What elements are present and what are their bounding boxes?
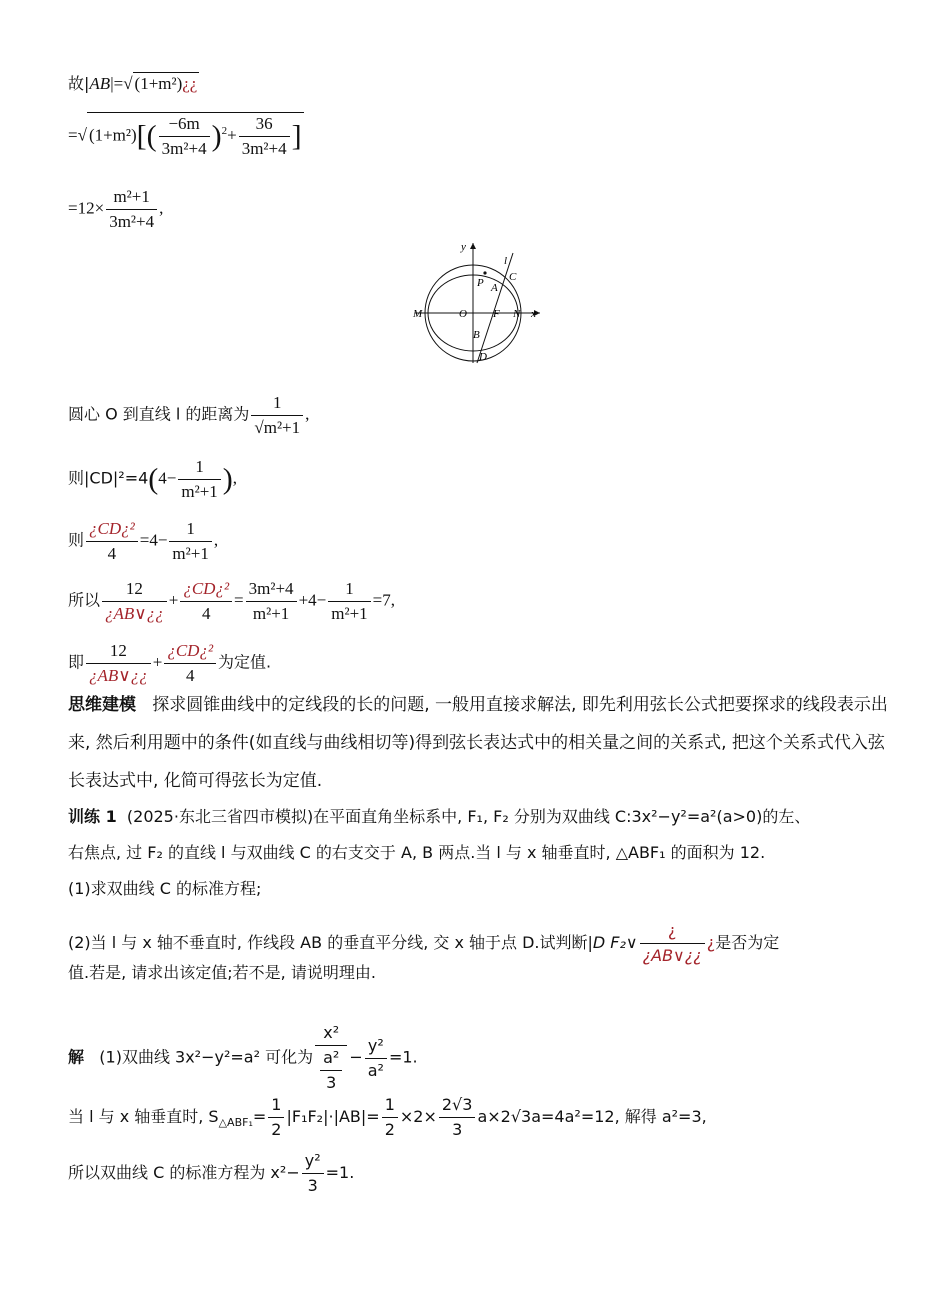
fraction — [102, 578, 167, 625]
point-p — [483, 271, 486, 274]
text: 3m²+4 — [248, 579, 294, 598]
text: m²+1 — [113, 187, 150, 206]
text: 12 — [109, 641, 127, 660]
text: −6m — [168, 114, 200, 133]
text: m²+1 — [169, 541, 211, 565]
text: △ABF₁ — [218, 1116, 253, 1130]
text: , — [159, 198, 164, 218]
text: (1)双曲线 3x²−y²=a² 可化为 — [99, 1047, 314, 1067]
text: 3m²+4 — [159, 136, 210, 160]
text: |D F₂∨ — [587, 933, 638, 952]
text: m²+1 — [246, 601, 297, 625]
paren: ) — [211, 119, 222, 153]
text: 所以 — [68, 590, 101, 610]
text: y² — [367, 1035, 384, 1055]
text: 2 — [382, 1117, 398, 1141]
label-y: y — [461, 241, 466, 253]
fraction — [268, 1094, 284, 1141]
label-b: B — [473, 329, 480, 341]
text: a² — [323, 1048, 340, 1067]
sqrt: √ (1+m²)¿¿ — [123, 74, 198, 93]
text: y² — [304, 1151, 321, 1170]
text: 1 — [345, 579, 354, 598]
fraction — [246, 578, 297, 625]
text: a×2√3a=4a²=12, 解得 a²=3, — [477, 1107, 707, 1126]
bracket: [ — [136, 119, 147, 153]
label-f: F — [493, 308, 500, 320]
text: 则|CD|²=4 — [68, 468, 149, 488]
text: ¿AB∨¿¿ — [640, 943, 705, 967]
fraction — [239, 113, 290, 160]
label-n: N — [513, 308, 521, 320]
paren: ( — [146, 119, 157, 153]
text: 值.若是, 请求出该定值;若不是, 请说明理由. — [68, 963, 376, 982]
text: (1)求双曲线 C 的标准方程; — [68, 879, 262, 898]
text: +4− — [298, 590, 327, 610]
text: 4− — [158, 468, 177, 488]
label-d: D — [479, 351, 487, 363]
exercise-q2-cont — [68, 962, 376, 984]
fraction — [180, 578, 232, 625]
text: x² — [323, 1023, 340, 1042]
text: m²+1 — [328, 601, 370, 625]
text: − — [349, 1047, 363, 1067]
fraction — [164, 640, 216, 687]
text: ¿¿ — [182, 74, 198, 93]
text: , — [213, 530, 219, 550]
label-m: M — [413, 308, 423, 320]
derivation-line-1 — [68, 72, 199, 95]
derivation-line-3 — [68, 186, 163, 233]
text: =4− — [139, 530, 168, 550]
text: 为定值. — [218, 652, 272, 672]
text: =12× — [68, 198, 105, 218]
text: , — [232, 468, 238, 488]
text: ¿AB∨¿¿ — [86, 663, 151, 687]
text: = — [68, 125, 78, 145]
y-axis-arrow — [470, 243, 476, 249]
fraction — [302, 1150, 324, 1197]
text: 当 l 与 x 轴垂直时, S — [68, 1107, 219, 1126]
text: 3m²+4 — [239, 136, 290, 160]
text: ¿ — [706, 933, 716, 952]
fraction — [159, 113, 210, 160]
text: ¿CD¿² — [167, 641, 214, 660]
text: 36 — [255, 114, 273, 133]
step-3 — [68, 518, 218, 565]
label-p: P — [477, 277, 484, 289]
step-1 — [68, 392, 309, 439]
solution-step-1 — [68, 1022, 418, 1094]
fraction — [86, 640, 151, 687]
exercise-line-2 — [68, 842, 765, 864]
text: 所以双曲线 C 的标准方程为 x²− — [68, 1163, 300, 1182]
step-5 — [68, 640, 271, 687]
fraction — [169, 518, 211, 565]
fraction — [365, 1035, 387, 1082]
solution-step-2 — [68, 1094, 707, 1141]
fraction — [382, 1094, 398, 1141]
text: ¿CD¿² — [89, 519, 135, 538]
step-2 — [68, 456, 237, 503]
text: 1 — [271, 1095, 282, 1114]
thinking-model — [68, 686, 888, 800]
text: , — [305, 404, 310, 424]
text: ¿ — [667, 921, 677, 940]
exercise-line-1 — [68, 806, 810, 828]
text: = — [252, 1107, 267, 1126]
text: =1. — [325, 1163, 355, 1182]
label-x: x — [531, 308, 536, 320]
exercise-q2 — [68, 920, 779, 967]
fraction — [328, 578, 370, 625]
text: (2)当 l 与 x 轴不垂直时, 作线段 AB 的垂直平分线, 交 x 轴于点 D.试判断 — [68, 933, 588, 952]
solution-step-3 — [68, 1150, 354, 1197]
text: (1+m²) — [88, 125, 137, 145]
text: 3m²+4 — [106, 209, 157, 233]
exercise-label: 训练 1 — [68, 807, 117, 826]
text: (1+m²) — [134, 74, 183, 93]
text: 4 — [86, 541, 138, 565]
text: =7, — [372, 590, 396, 610]
label-l: l — [504, 255, 508, 267]
step-4 — [68, 578, 395, 625]
text: + — [152, 652, 163, 672]
bracket: ] — [291, 119, 302, 153]
text: m²+1 — [178, 479, 220, 503]
derivation-line-2 — [68, 112, 304, 160]
text: 1 — [384, 1095, 395, 1114]
text: 即 — [68, 652, 85, 672]
fraction — [640, 920, 705, 967]
fraction — [315, 1022, 347, 1094]
paren: ) — [222, 462, 233, 496]
fraction — [320, 1047, 342, 1094]
fraction — [86, 518, 138, 565]
text: 1 — [186, 519, 195, 538]
label-c: C — [509, 271, 517, 283]
text: 4 — [164, 663, 216, 687]
fraction — [106, 186, 157, 233]
text: =1. — [388, 1047, 418, 1067]
sqrt: √ (1+m²)[( $\frac{-6m}{\text{3m²+4}}$ )$^2$+ $\frac{36}{\text{3m²+4}}$ ] — [77, 114, 302, 158]
text: ×2× — [399, 1107, 437, 1126]
exercise-q1 — [68, 878, 261, 900]
text: 圆心 O 到直线 l 的距离为 — [68, 404, 250, 424]
text: m²+1 — [263, 418, 301, 437]
text: = — [234, 590, 244, 610]
text: a² — [365, 1058, 387, 1082]
label-o: O — [459, 308, 467, 320]
fraction — [178, 456, 220, 503]
text: ¿CD¿² — [183, 579, 230, 598]
text: 3 — [302, 1173, 324, 1197]
text: 则 — [68, 530, 85, 550]
text: 3 — [320, 1070, 342, 1094]
text: 1 — [195, 457, 204, 476]
fraction: $\frac{1}{\text{√m²+1}}$ — [251, 392, 303, 439]
text: 右焦点, 过 F₂ 的直线 l 与双曲线 C 的右支交于 A, B 两点.当 l 与 x 轴垂直时, △ABF₁ 的面积为 12. — [68, 843, 766, 862]
text: 12 — [125, 579, 143, 598]
text: 4 — [180, 601, 232, 625]
text: |F₁F₂|·|AB|= — [286, 1107, 380, 1126]
text: + — [168, 590, 179, 610]
model-title: 思维建模 — [68, 695, 136, 715]
text: (2025·东北三省四市模拟)在平面直角坐标系中, F₁, F₂ 分别为双曲线 C:3x²−y²=a²(a>0)的左、 — [126, 807, 811, 826]
text: + — [227, 125, 237, 145]
label-a: A — [491, 282, 498, 294]
geometry-figure — [405, 238, 550, 368]
text: AB — [89, 74, 111, 93]
text: 1 — [273, 393, 282, 412]
text: 2 — [268, 1117, 284, 1141]
text: 是否为定 — [715, 933, 780, 952]
text: 2√3 — [441, 1095, 473, 1114]
text: 3 — [439, 1117, 476, 1141]
text: 故| — [68, 74, 90, 93]
model-body: 探求圆锥曲线中的定线段的长的问题, 一般用直接求解法, 即先利用弦长公式把要探求的线段表示出来, 然后利用题中的条件(如直线与曲线相切等)得到弦长表达式中的相关量之间的关系式, 把这个关系式代入弦长表达式中, 化简可得弦长为定值. — [68, 695, 888, 791]
paren: ( — [148, 462, 159, 496]
solution-label: 解 — [68, 1047, 85, 1067]
fraction — [439, 1094, 476, 1141]
text: ¿AB∨¿¿ — [102, 601, 167, 625]
text: |= — [110, 74, 124, 93]
